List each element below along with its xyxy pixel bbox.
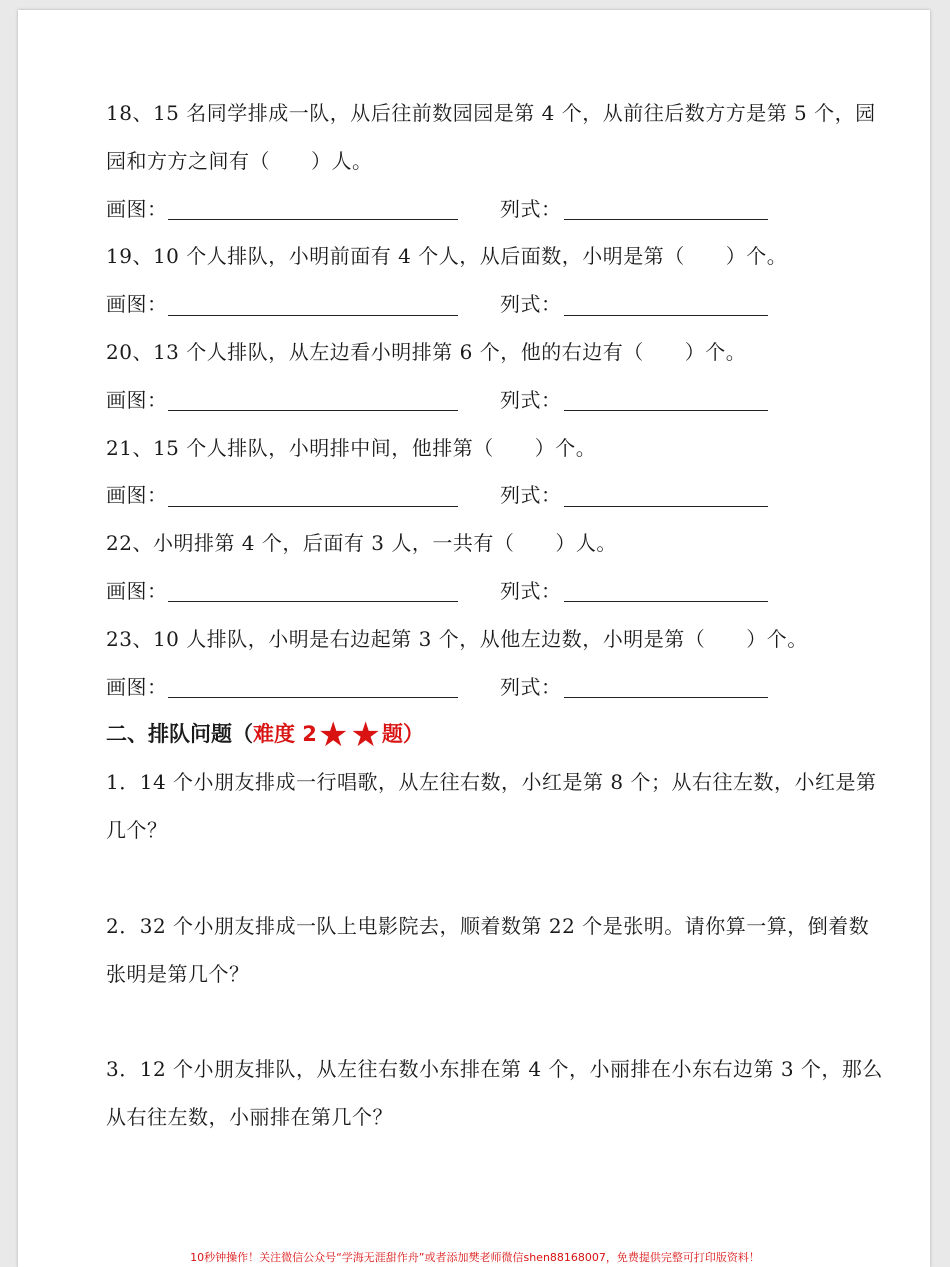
draw-blank[interactable] [168, 197, 458, 220]
problem-2 [106, 903, 896, 999]
question-23 [106, 616, 896, 712]
formula-blank[interactable] [564, 293, 768, 316]
problem-text: 张明是第几个？ [106, 961, 250, 986]
draw-blank[interactable] [168, 388, 458, 411]
question-text: 18、15 名同学排成一队，从后往前数园园是第 4 个，从前往后数方方是第 5 个，园 [106, 101, 876, 125]
formula-blank[interactable] [564, 579, 768, 602]
formula-label: 列式： [500, 292, 562, 317]
question-18 [106, 90, 896, 233]
draw-blank[interactable] [168, 579, 458, 602]
problem-1 [106, 759, 896, 855]
answer-row [106, 377, 896, 425]
problem-text: 从右往左数，小丽排在第几个？ [106, 1105, 393, 1130]
draw-label: 画图： [106, 674, 168, 699]
answer-row [106, 568, 896, 616]
draw-blank[interactable] [168, 293, 458, 316]
answer-row [106, 664, 896, 712]
draw-label: 画图： [106, 196, 168, 221]
draw-label: 画图： [106, 292, 168, 317]
worksheet-page [18, 10, 930, 1267]
formula-label: 列式： [500, 674, 562, 699]
answer-row [106, 186, 896, 234]
formula-label: 列式： [500, 483, 562, 508]
question-text: 20、13 个人排队，从左边看小明排第 6 个，他的右边有（ ）个。 [106, 339, 747, 364]
section-heading [106, 711, 896, 759]
problem-text: 2．32 个小朋友排成一队上电影院去，顺着数第 22 个是张明。请你算一算，倒着数 [106, 913, 870, 938]
problem-text: 1．14 个小朋友排成一行唱歌，从左往右数，小红是第 8 个；从右往左数，小红是第 [106, 770, 877, 795]
formula-label: 列式： [500, 578, 562, 603]
answer-space[interactable] [106, 855, 896, 903]
question-20 [106, 329, 896, 425]
footer-promo-text: 10秒钟操作！关注微信公众号“学海无涯甜作舟”或者添加樊老师微信shen88168007，免费提供完整可打印版资料！ [190, 1251, 760, 1264]
problem-text: 几个？ [106, 817, 168, 842]
section-suffix: 题） [381, 722, 424, 747]
formula-blank[interactable] [564, 675, 768, 698]
difficulty-label: 难度 2 [253, 722, 317, 747]
question-text: 23、10 人排队，小明是右边起第 3 个，从他左边数，小明是第（ ）个。 [106, 626, 808, 651]
formula-blank[interactable] [564, 484, 768, 507]
answer-row [106, 281, 896, 329]
question-text: 园和方方之间有（ ）人。 [106, 148, 373, 173]
draw-blank[interactable] [168, 484, 458, 507]
question-text: 22、小明排第 4 个，后面有 3 人，一共有（ ）人。 [106, 531, 617, 556]
draw-blank[interactable] [168, 675, 458, 698]
question-19 [106, 233, 896, 329]
answer-row [106, 472, 896, 520]
question-21 [106, 425, 896, 521]
question-22 [106, 520, 896, 616]
star-icon: ★ [317, 715, 349, 756]
formula-label: 列式： [500, 196, 562, 221]
draw-label: 画图： [106, 578, 168, 603]
formula-blank[interactable] [564, 197, 768, 220]
worksheet-content [106, 90, 896, 1142]
problem-text: 3．12 个小朋友排队，从左往右数小东排在第 4 个，小丽排在小东右边第 3 个，那么 [106, 1057, 883, 1082]
draw-label: 画图： [106, 483, 168, 508]
formula-blank[interactable] [564, 388, 768, 411]
section-prefix: 二、排队问题（ [106, 722, 253, 747]
problem-3 [106, 1046, 896, 1142]
formula-label: 列式： [500, 387, 562, 412]
answer-space[interactable] [106, 998, 896, 1046]
question-text: 21、15 个人排队，小明排中间，他排第（ ）个。 [106, 435, 597, 460]
question-text: 19、10 个人排队，小明前面有 4 个人，从后面数，小明是第（ ）个。 [106, 244, 788, 269]
star-icon: ★ [350, 715, 381, 756]
draw-label: 画图： [106, 387, 168, 412]
